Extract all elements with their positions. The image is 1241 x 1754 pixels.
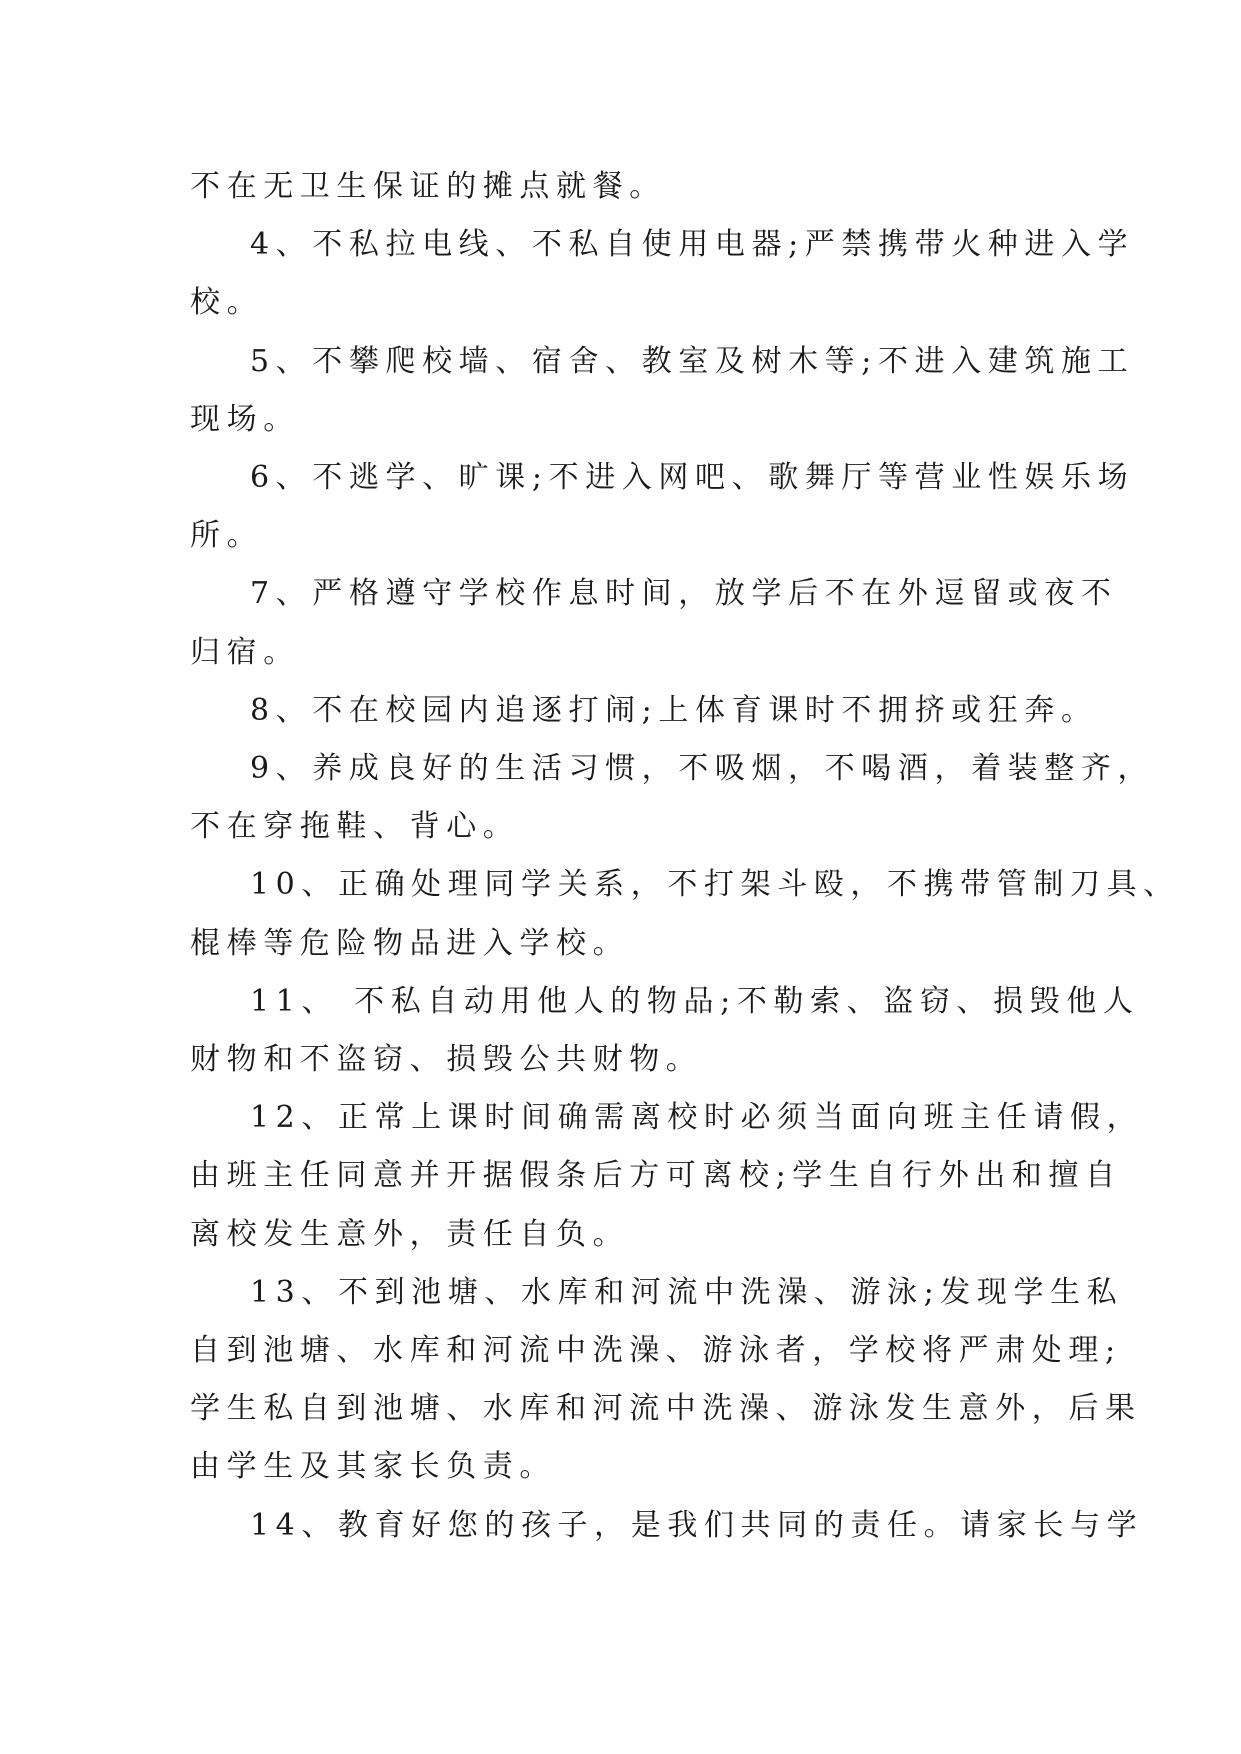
text-line: 不在无卫生保证的摊点就餐。 (190, 169, 666, 204)
text-line: 10、正确处理同学关系，不打架斗殴，不携带管制刀具、 (250, 867, 1180, 903)
text-line: 7、严格遵守学校作息时间，放学后不在外逗留或夜不 (250, 576, 1118, 612)
text-line: 财物和不盗窃、损毁公共财物。 (190, 1042, 703, 1078)
text-line: 14、教育好您的孩子，是我们共同的责任。请家长与学 (250, 1507, 1144, 1543)
text-line: 由班主任同意并开据假条后方可离校;学生自行外出和擅自 (190, 1158, 1122, 1194)
text-line: 所。 (190, 518, 264, 554)
text-line: 校。 (190, 285, 264, 321)
text-line: 学生私自到池塘、水库和河流中洗澡、游泳发生意外，后果 (190, 1391, 1142, 1427)
text-line: 归宿。 (190, 634, 300, 670)
document-body (190, 158, 1180, 1555)
text-line: 不在穿拖鞋、背心。 (190, 809, 520, 845)
text-line: 自到池塘、水库和河流中洗澡、游泳者，学校将严肃处理; (190, 1333, 1122, 1369)
text-line: 12、正常上课时间确需离校时必须当面向班主任请假， (250, 1100, 1144, 1136)
text-line: 8、不在校园内追逐打闹;上体育课时不拥挤或狂奔。 (250, 692, 1098, 728)
text-line: 由学生及其家长负责。 (190, 1449, 556, 1485)
text-line: 5、不攀爬校墙、宿舍、教室及树木等;不进入建筑施工 (250, 343, 1135, 379)
text-line: 13、不到池塘、水库和河流中洗澡、游泳;发现学生私 (250, 1274, 1124, 1310)
text-line: 11、 不私自动用他人的物品;不勒索、盗窃、损毁他人 (250, 983, 1140, 1019)
text-line: 6、不逃学、旷课;不进入网吧、歌舞厅等营业性娱乐场 (250, 460, 1135, 496)
text-line: 现场。 (190, 401, 300, 437)
text-line: 棍棒等危险物品进入学校。 (190, 925, 630, 961)
text-line: 4、不私拉电线、不私自使用电器;严禁携带火种进入学 (250, 227, 1135, 263)
text-line: 离校发生意外，责任自负。 (190, 1216, 630, 1252)
text-line: 9、养成良好的生活习惯，不吸烟，不喝酒，着装整齐， (250, 751, 1155, 787)
